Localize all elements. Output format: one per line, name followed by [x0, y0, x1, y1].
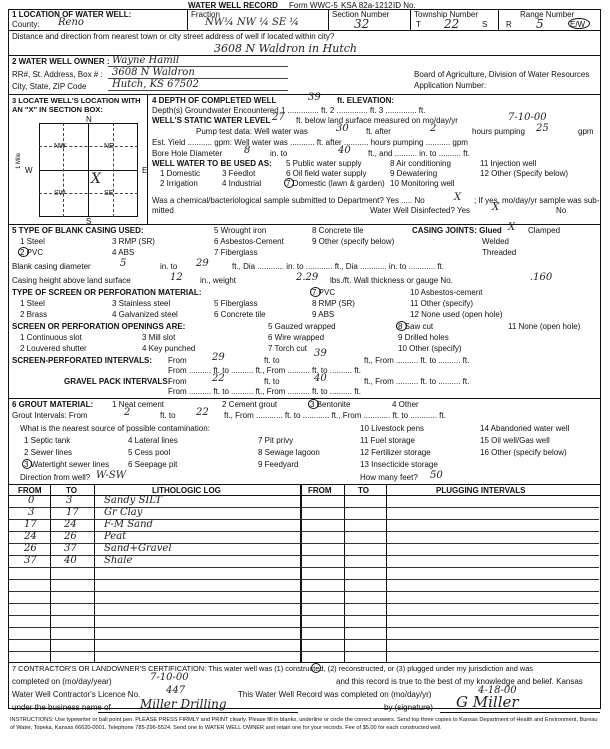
- grout-int-label: Grout Intervals: From: [12, 411, 88, 420]
- gravel-rest: ft., From .......... ft. to .......... ft.: [364, 377, 470, 386]
- log-header-plugging: PLUGGING INTERVALS: [436, 486, 526, 495]
- opening-9[interactable]: 9 Drilled holes: [398, 333, 449, 342]
- diam-rest: ft., Dia ............ in. to ............ ft., Dia ............ in. to ............ ft.: [232, 262, 445, 271]
- pump-label: Pump test data: Well water was: [196, 127, 308, 136]
- quad-sw: SW: [54, 190, 66, 197]
- use-11[interactable]: 11 Injection well: [480, 159, 537, 168]
- completed-rest: and this record is true to the best of my knowledge and belief. Kansas: [336, 677, 583, 686]
- perf-to-field[interactable]: 39: [314, 348, 327, 359]
- use-1[interactable]: 1 Domestic: [160, 169, 201, 178]
- height-label: Casing height above land surface: [12, 276, 131, 285]
- grout-rest: ft., From ............ ft. to ............ ft., From ............ ft. to ............ ft.: [224, 411, 446, 420]
- yield-line: Est. Yield ........... gpm: Well water was ........... ft. after ........... hours pumping ........... gpm: [152, 138, 468, 147]
- log-header-plug-to: TO: [358, 486, 369, 495]
- log-row-2-to[interactable]: 24: [64, 519, 77, 530]
- business-label: under the business name of: [12, 703, 111, 712]
- joints-clamped[interactable]: Clamped: [528, 226, 561, 235]
- id-no-label: ID No.: [393, 1, 416, 10]
- pump-gpm-field[interactable]: 25: [536, 123, 549, 134]
- screen-9[interactable]: 9 ABS: [312, 310, 335, 319]
- log-row-3-desc[interactable]: Peat: [104, 531, 127, 542]
- opening-6[interactable]: 6 Wire wrapped: [268, 333, 325, 342]
- log-row-1-desc[interactable]: Gr Clay: [104, 507, 143, 518]
- log-header-to: TO: [66, 486, 77, 495]
- height-field[interactable]: 12: [170, 272, 183, 283]
- contam-8[interactable]: 8 Sewage lagoon: [258, 448, 320, 457]
- licence-field[interactable]: 447: [166, 685, 186, 696]
- contam-5[interactable]: 5 Cess pool: [128, 448, 171, 457]
- grout-to-label: ft. to: [160, 411, 176, 420]
- chem-label: Was a chemical/bacteriological sample submitted to Department? Yes ..... No: [152, 196, 425, 205]
- screen-label: TYPE OF SCREEN OR PERFORATION MATERIAL:: [12, 288, 202, 297]
- compass-w: W: [25, 166, 33, 175]
- contam-3[interactable]: 3 Watertight sewer lines: [24, 460, 110, 469]
- use-7[interactable]: 7 Domestic (lawn & garden): [286, 179, 385, 188]
- static-label: WELL'S STATIC WATER LEVEL: [152, 116, 271, 125]
- mitted-label: mitted: [152, 206, 174, 215]
- static-field[interactable]: 27: [272, 112, 285, 123]
- log-row-0-desc[interactable]: Sandy SILT: [104, 495, 162, 506]
- screen-6[interactable]: 6 Concrete tile: [214, 310, 266, 319]
- disinfected-label: Water Well Disinfected? Yes: [370, 206, 471, 215]
- well-location-mark[interactable]: X: [91, 171, 101, 187]
- section-label: Section Number: [332, 10, 390, 19]
- screen-3[interactable]: 3 Stainless steel: [112, 299, 171, 308]
- grout-4[interactable]: 4 Other: [392, 400, 419, 409]
- weight-field[interactable]: 2.29: [296, 272, 319, 283]
- compass-s: S: [86, 217, 92, 226]
- ksa-ref: KSA 82a-1212: [341, 1, 393, 10]
- completed-field[interactable]: 7-10-00: [150, 672, 189, 683]
- log-row-2-from[interactable]: 17: [24, 519, 37, 530]
- joints-label: CASING JOINTS: Glued: [412, 226, 502, 235]
- county-field[interactable]: Reno: [58, 17, 84, 28]
- perf-from-label: From: [168, 356, 187, 365]
- screen-1[interactable]: 1 Steel: [20, 299, 45, 308]
- diam-to-field[interactable]: 29: [196, 258, 209, 269]
- screen-8[interactable]: 8 RMP (SR): [312, 299, 355, 308]
- licence-label: Water Well Contractor's Licence No.: [12, 690, 141, 699]
- contam-6[interactable]: 6 Seepage pit: [128, 460, 178, 469]
- contam-label: What is the nearest source of possible contamination:: [20, 424, 210, 433]
- township-label: Township Number: [414, 10, 479, 19]
- direction-field[interactable]: W-SW: [96, 470, 127, 481]
- record-label: This Water Well Record was completed on (mo/day/yr): [238, 690, 432, 699]
- bore-to-label: in. to: [270, 149, 288, 158]
- quad-nw: NW: [54, 143, 66, 150]
- use-10[interactable]: 10 Monitoring well: [390, 179, 455, 188]
- city-field[interactable]: Hutch, KS 67502: [112, 79, 199, 90]
- fraction-label: Fraction: [191, 10, 220, 19]
- opening-8[interactable]: 8 Saw cut: [398, 322, 434, 331]
- use-label: WELL WATER TO BE USED AS:: [152, 159, 272, 168]
- log-row-5-desc[interactable]: Shale: [104, 555, 133, 566]
- casing-8[interactable]: 8 Concrete tile: [312, 226, 364, 235]
- gravel-from-field[interactable]: 22: [212, 373, 225, 384]
- county-label: County:: [12, 20, 40, 29]
- screen-2[interactable]: 2 Brass: [20, 310, 48, 319]
- static-date-field[interactable]: 7-10-00: [508, 112, 547, 123]
- township-prefix: T: [416, 20, 421, 29]
- casing-1[interactable]: 1 Steel: [20, 237, 45, 246]
- grout-to-field[interactable]: 22: [196, 407, 209, 418]
- compass-e: E: [142, 166, 148, 175]
- address-field[interactable]: 3608 N Waldron: [112, 67, 195, 78]
- range-ew-circle: [568, 18, 590, 29]
- use-3[interactable]: 3 Feedlot: [222, 169, 256, 178]
- opening-8-circle: [396, 321, 407, 331]
- form-number: Form WWC-5: [289, 1, 338, 10]
- log-row-5-to[interactable]: 40: [64, 555, 77, 566]
- grout-3-circle: [308, 399, 319, 409]
- bore-label: Bore Hole Diameter: [152, 149, 223, 158]
- diam-label: Blank casing diameter: [12, 262, 91, 271]
- log-row-0-to[interactable]: 3: [66, 495, 73, 506]
- address-label: RR#, St. Address, Box # :: [12, 70, 103, 79]
- chem-rest: ; If yes, mo/day/yr sample was sub-: [474, 196, 600, 205]
- log-row-3-from[interactable]: 24: [24, 531, 37, 542]
- contam-11[interactable]: 11 Fuel storage: [360, 436, 415, 445]
- casing-7[interactable]: 7 Fiberglass: [214, 248, 258, 257]
- record-field[interactable]: 4-18-00: [478, 685, 517, 696]
- screen-5[interactable]: 5 Fiberglass: [214, 299, 258, 308]
- casing-6[interactable]: 6 Asbestos-Cement: [214, 237, 284, 246]
- contam-14[interactable]: 14 Abandoned water well: [480, 424, 570, 433]
- contam-9[interactable]: 9 Feedyard: [258, 460, 299, 469]
- log-header-from: FROM: [18, 486, 42, 495]
- quad-ne: NE: [104, 143, 114, 150]
- log-row-2-desc[interactable]: F-M Sand: [104, 519, 153, 530]
- screen-10[interactable]: 10 Asbestos-cement: [410, 288, 483, 297]
- owner-field[interactable]: Wayne Hamil: [112, 55, 180, 66]
- use-7-circle: [284, 178, 294, 188]
- by-signature-label: by (signature): [384, 703, 433, 712]
- log-row-5-from[interactable]: 37: [24, 555, 37, 566]
- casing-2-circle: [18, 247, 29, 257]
- bore-field[interactable]: 8: [244, 145, 251, 156]
- cert-line1: 7 CONTRACTOR'S OR LANDOWNER'S CERTIFICATION: This water well was (1) constructed, (2) reconstructed, or (3) plugged under my jurisdiction and was: [12, 664, 534, 673]
- quad-se: SE: [104, 190, 114, 197]
- pump-hours-field[interactable]: 2: [430, 123, 437, 134]
- log-header-plug-from: FROM: [308, 486, 332, 495]
- lbs-label: lbs./ft. Wall thickness or gauge No.: [330, 276, 453, 285]
- sec2-label: 2 WATER WELL OWNER :: [12, 57, 110, 66]
- gravel-to-label: ft. to: [264, 377, 280, 386]
- pump-field[interactable]: 30: [336, 123, 349, 134]
- gauge-field[interactable]: .160: [530, 272, 553, 283]
- range-prefix: R: [506, 20, 512, 29]
- screen-12[interactable]: 12 None used (open hole): [410, 310, 503, 319]
- log-row-4-to[interactable]: 37: [64, 543, 77, 554]
- form-title: WATER WELL RECORD: [188, 1, 278, 10]
- completed-label: completed on (mo/day/year): [12, 677, 112, 686]
- casing-5[interactable]: 5 Wrought iron: [214, 226, 267, 235]
- groundwater-line: Depth(s) Groundwater Encountered 1 .............. ft. 2 .............. ft. 3 .............. ft.: [152, 106, 426, 115]
- gravel-to-field[interactable]: 40: [314, 373, 327, 384]
- opening-7[interactable]: 7 Torch cut: [268, 344, 307, 353]
- static-after: ft. below land surface measured on mo/day/yr: [296, 116, 458, 125]
- contam-2[interactable]: 2 Sewer lines: [24, 448, 73, 457]
- direction-label: Direction from well?: [20, 473, 91, 482]
- use-8[interactable]: 8 Air conditioning: [390, 159, 451, 168]
- sec1-label: 1 LOCATION OF WATER WELL:: [12, 10, 132, 19]
- log-row-1-to[interactable]: 17: [66, 507, 79, 518]
- gravel-from-label: From: [168, 377, 187, 386]
- use-2[interactable]: 2 Irrigation: [160, 179, 198, 188]
- township-field[interactable]: 22: [444, 17, 460, 31]
- section-field[interactable]: 32: [354, 17, 370, 31]
- contam-1[interactable]: 1 Septic tank: [24, 436, 71, 445]
- contam-7[interactable]: 7 Pit privy: [258, 436, 294, 445]
- compass-n: N: [86, 115, 92, 124]
- use-9[interactable]: 9 Dewatering: [390, 169, 438, 178]
- use-12[interactable]: 12 Other (Specify below): [480, 169, 569, 178]
- casing-3[interactable]: 3 RMP (SR): [112, 237, 155, 246]
- sec5-label: 5 TYPE OF BLANK CASING USED:: [12, 226, 144, 235]
- log-row-3-to[interactable]: 26: [64, 531, 77, 542]
- range-suffix: E/W: [570, 20, 586, 29]
- contam-16[interactable]: 16 Other (specify below): [480, 448, 567, 457]
- perf-rest: ft., From .......... ft. to .......... ft.: [364, 356, 470, 365]
- casing-9[interactable]: 9 Other (specify below): [312, 237, 395, 246]
- weight-label: in., weight: [200, 276, 237, 285]
- log-row-1-from[interactable]: 3: [28, 507, 35, 518]
- elevation-label: ft. ELEVATION:: [337, 96, 395, 105]
- screen-7[interactable]: 7 PVC: [312, 288, 336, 297]
- depth-field[interactable]: 39: [308, 92, 321, 103]
- perf-from-field[interactable]: 29: [212, 352, 225, 363]
- contam-15[interactable]: 15 Oil well/Gas well: [480, 436, 550, 445]
- use-6[interactable]: 6 Oil field water supply: [286, 169, 367, 178]
- joints-welded[interactable]: Welded: [482, 237, 509, 246]
- opening-5[interactable]: 5 Gauzed wrapped: [268, 322, 336, 331]
- contam-13[interactable]: 13 Insecticide storage: [360, 460, 438, 469]
- sec6-label: 6 GROUT MATERIAL:: [12, 400, 94, 409]
- opening-11[interactable]: 11 None (open hole): [508, 322, 581, 331]
- gravel-line2: From .......... ft. to .......... ft., From .......... ft. to .......... ft.: [168, 387, 361, 396]
- board-label: Board of Agriculture, Division of Water Resources: [414, 70, 590, 79]
- screen-4[interactable]: 4 Galvanized steel: [112, 310, 178, 319]
- gravel-label: GRAVEL PACK INTERVALS:: [64, 377, 171, 386]
- contam-10[interactable]: 10 Livestock pens: [360, 424, 425, 433]
- howmany-label: How many feet?: [360, 473, 418, 482]
- contam-12[interactable]: 12 Fertilizer storage: [360, 448, 431, 457]
- contam-3-circle: [22, 459, 32, 469]
- opening-3[interactable]: 3 Mill slot: [142, 333, 176, 342]
- distance-field[interactable]: 3608 N Waldron in Hutch: [214, 42, 357, 55]
- diam-field[interactable]: 5: [120, 258, 127, 269]
- casing-4[interactable]: 4 ABS: [112, 248, 135, 257]
- grout-3[interactable]: 3 Bentonite: [310, 400, 351, 409]
- chem-no-mark[interactable]: X: [454, 192, 462, 203]
- bore-to-field[interactable]: 40: [338, 145, 351, 156]
- business-field[interactable]: Miller Drilling: [140, 697, 227, 711]
- perf-to-label: ft. to: [264, 356, 280, 365]
- disinfected-no[interactable]: No: [556, 206, 567, 215]
- sec3-label: 3 LOCATE WELL'S LOCATION WITH AN "X" IN SECTION BOX:: [12, 96, 141, 114]
- disinfected-yes-mark[interactable]: X: [492, 202, 500, 213]
- contam-4[interactable]: 4 Lateral lines: [128, 436, 178, 445]
- range-field[interactable]: 5: [536, 17, 544, 31]
- perf-line2: From .......... ft. to .......... ft., From .......... ft. to .......... ft.: [168, 366, 361, 375]
- grout-1[interactable]: 1 Neat cement: [112, 400, 165, 409]
- pump-hours-label: hours pumping: [472, 127, 525, 136]
- use-5[interactable]: 5 Public water supply: [286, 159, 362, 168]
- instructions: INSTRUCTIONS: Use typewriter or ball point pen. PLEASE PRESS FIRMLY and PRINT clearly. Please fill in blanks, underline or circle the correct answers. Send top three copies to Kansas Department of Health and Environment, Bureau of Water, Topeka, Kansas 66620-0001. Telephone 785-296-5524. Send one to WATER WELL OWNER and retain one for your records. Fee of $5.00 for each constructed well.: [10, 717, 598, 731]
- use-4[interactable]: 4 Industrial: [222, 179, 262, 188]
- bore-rest: ft., and .......... in. to .......... ft.: [368, 149, 470, 158]
- openings-label: SCREEN OR PERFORATION OPENINGS ARE:: [12, 322, 186, 331]
- pump-after: ft. after: [366, 127, 391, 136]
- log-row-0-from[interactable]: 0: [28, 495, 35, 506]
- gpm-label: gpm: [578, 127, 594, 136]
- joints-glued-mark[interactable]: X: [508, 222, 516, 233]
- grout-2[interactable]: 2 Cement grout: [222, 400, 278, 409]
- opening-10[interactable]: 10 Other (specify): [398, 344, 462, 353]
- application-label: Application Number:: [414, 81, 487, 90]
- signature[interactable]: G Miller: [456, 693, 519, 711]
- log-header-lithology: LITHOLOGIC LOG: [152, 486, 221, 495]
- grout-from-field[interactable]: 2: [124, 407, 131, 418]
- opening-2[interactable]: 2 Louvered shutter: [20, 344, 87, 353]
- mile-label: 1 Mile: [16, 152, 23, 170]
- range-label: Range Number: [520, 10, 575, 19]
- opening-1[interactable]: 1 Continuous slot: [20, 333, 82, 342]
- opening-4[interactable]: 4 Key punched: [142, 344, 196, 353]
- screen-11[interactable]: 11 Other (specify): [410, 299, 473, 308]
- joints-threaded[interactable]: Threaded: [482, 248, 517, 257]
- township-suffix: S: [482, 20, 488, 29]
- howmany-field[interactable]: 50: [430, 470, 443, 481]
- distance-label: Distance and direction from nearest town or city street address of well if located within city?: [12, 32, 335, 41]
- log-row-4-desc[interactable]: Sand+Gravel: [104, 543, 172, 554]
- perf-label: SCREEN-PERFORATED INTERVALS:: [12, 356, 153, 365]
- log-row-4-from[interactable]: 26: [24, 543, 37, 554]
- diam-to: in. to: [160, 262, 178, 271]
- constructed-circle: [311, 663, 321, 673]
- city-label: City, State, ZIP Code: [12, 82, 87, 91]
- casing-2[interactable]: 2 PVC: [20, 248, 44, 257]
- screen-7-circle: [310, 287, 321, 297]
- fraction-field[interactable]: NW¼ NW ¼ SE ¼: [205, 17, 299, 28]
- sec4-depth-label: 4 DEPTH OF COMPLETED WELL: [152, 96, 277, 105]
